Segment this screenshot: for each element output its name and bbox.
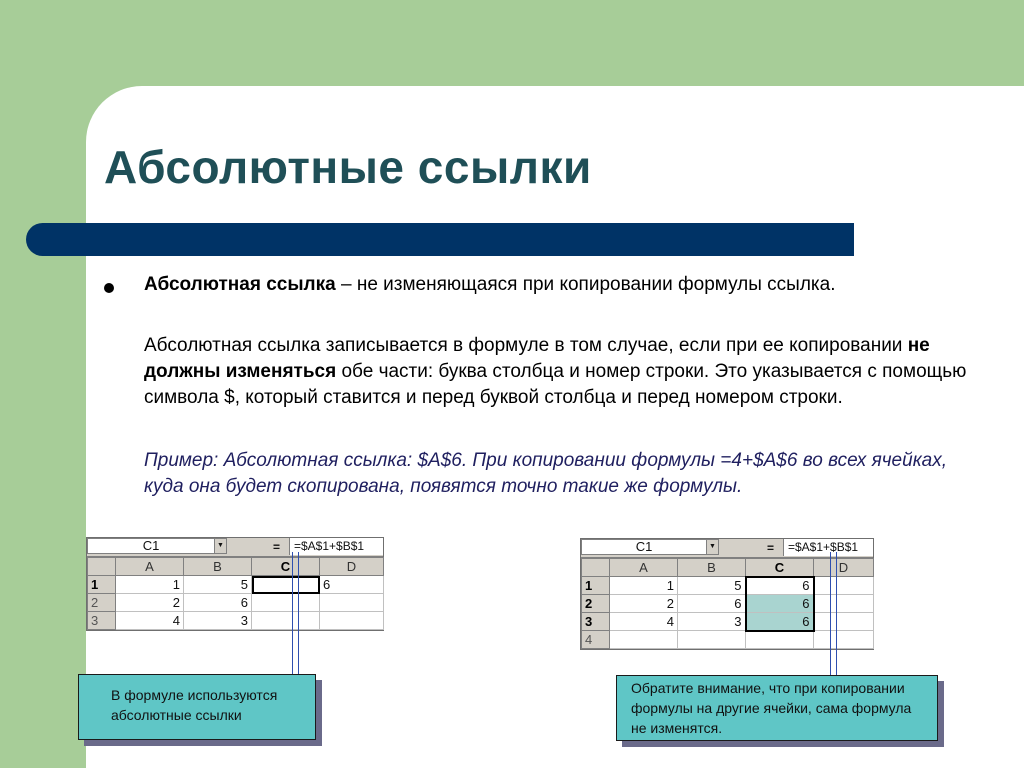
row-header[interactable]: 3 <box>582 613 610 631</box>
explanation-paragraph <box>144 333 974 411</box>
definition-term: Абсолютная ссылка <box>144 274 336 295</box>
cell[interactable] <box>678 631 746 649</box>
cell[interactable] <box>252 612 320 630</box>
cell[interactable] <box>814 595 874 613</box>
chevron-down-icon[interactable]: ▼ <box>214 539 226 553</box>
explanation-part2: обе части: буква столбца и номер строки. Это указывается с помощью символа $, который ставится и перед буквой столбца и перед номером строки. <box>144 361 967 408</box>
equals-sign: = <box>273 540 281 554</box>
connector-line <box>298 552 299 674</box>
cell[interactable]: 3 <box>678 613 746 631</box>
column-header-row <box>88 558 384 576</box>
table-row <box>88 612 384 630</box>
cell[interactable]: 6 <box>678 595 746 613</box>
cell[interactable] <box>610 631 678 649</box>
column-header[interactable]: D <box>814 559 874 577</box>
callout-left: В формуле используются абсолютные ссылки <box>78 674 316 740</box>
cell[interactable] <box>252 594 320 612</box>
cell[interactable]: 4 <box>116 612 184 630</box>
title-underline-bar <box>26 223 854 256</box>
cell[interactable]: 1 <box>610 577 678 595</box>
cell[interactable]: 1 <box>116 576 184 594</box>
callout-right: Обратите внимание, что при копировании формулы на другие ячейки, сама формула не изменятся. <box>616 675 938 741</box>
row-header[interactable]: 2 <box>88 594 116 612</box>
formula-bar <box>87 538 383 557</box>
row-header[interactable]: 3 <box>88 612 116 630</box>
row-header[interactable]: 4 <box>582 631 610 649</box>
cell[interactable]: 5 <box>678 577 746 595</box>
cell[interactable] <box>320 612 384 630</box>
column-header[interactable]: B <box>184 558 252 576</box>
cell[interactable] <box>814 577 874 595</box>
cell[interactable]: 6 <box>320 576 384 594</box>
table-row <box>88 594 384 612</box>
cell[interactable]: 2 <box>610 595 678 613</box>
cell[interactable]: 3 <box>184 612 252 630</box>
equals-sign: = <box>767 541 775 555</box>
bullet-dot <box>104 283 114 293</box>
cell[interactable]: 2 <box>116 594 184 612</box>
connector-line <box>830 552 831 675</box>
cell[interactable] <box>814 613 874 631</box>
cell[interactable] <box>814 631 874 649</box>
column-header[interactable]: A <box>116 558 184 576</box>
corner-cell[interactable] <box>88 558 116 576</box>
corner-cell[interactable] <box>582 559 610 577</box>
column-header[interactable]: A <box>610 559 678 577</box>
connector-line <box>836 552 837 675</box>
column-header[interactable]: B <box>678 559 746 577</box>
row-header[interactable]: 1 <box>582 577 610 595</box>
cell[interactable]: 4 <box>610 613 678 631</box>
active-cell[interactable]: 6 <box>746 577 814 595</box>
explanation-bold: не должны изменяться <box>144 335 930 382</box>
formula-input[interactable]: =$A$1+$B$1 <box>783 539 873 556</box>
spreadsheet-left <box>86 537 384 631</box>
name-box[interactable]: C1 ▼ <box>581 539 719 555</box>
example-paragraph: Пример: Абсолютная ссылка: $A$6. При копировании формулы =4+$A$6 во всех ячейках, куда она будет скопирована, появятся точно такие же формулы. <box>144 450 948 497</box>
table-row <box>88 576 384 594</box>
cell[interactable] <box>746 631 814 649</box>
row-header[interactable]: 2 <box>582 595 610 613</box>
connector-line <box>292 552 293 674</box>
active-cell[interactable] <box>252 576 320 594</box>
explanation-part1: Абсолютная ссылка записывается в формуле в том случае, если при ее копировании <box>144 335 908 356</box>
column-header[interactable]: C <box>252 558 320 576</box>
definition-text: – не изменяющаяся при копировании формулы ссылка. <box>335 274 836 295</box>
slide-title: Абсолютные ссылки <box>104 141 592 193</box>
column-header[interactable]: D <box>320 558 384 576</box>
name-box[interactable]: C1 ▼ <box>87 538 227 554</box>
cell[interactable] <box>320 594 384 612</box>
cell[interactable]: 5 <box>184 576 252 594</box>
selected-cell[interactable]: 6 <box>746 613 814 631</box>
row-header[interactable]: 1 <box>88 576 116 594</box>
selected-cell[interactable]: 6 <box>746 595 814 613</box>
definition-paragraph <box>144 272 974 298</box>
cell-grid <box>87 557 384 630</box>
cell[interactable]: 6 <box>184 594 252 612</box>
formula-input[interactable]: =$A$1+$B$1 <box>289 538 383 555</box>
chevron-down-icon[interactable]: ▼ <box>706 540 718 554</box>
column-header[interactable]: C <box>746 559 814 577</box>
